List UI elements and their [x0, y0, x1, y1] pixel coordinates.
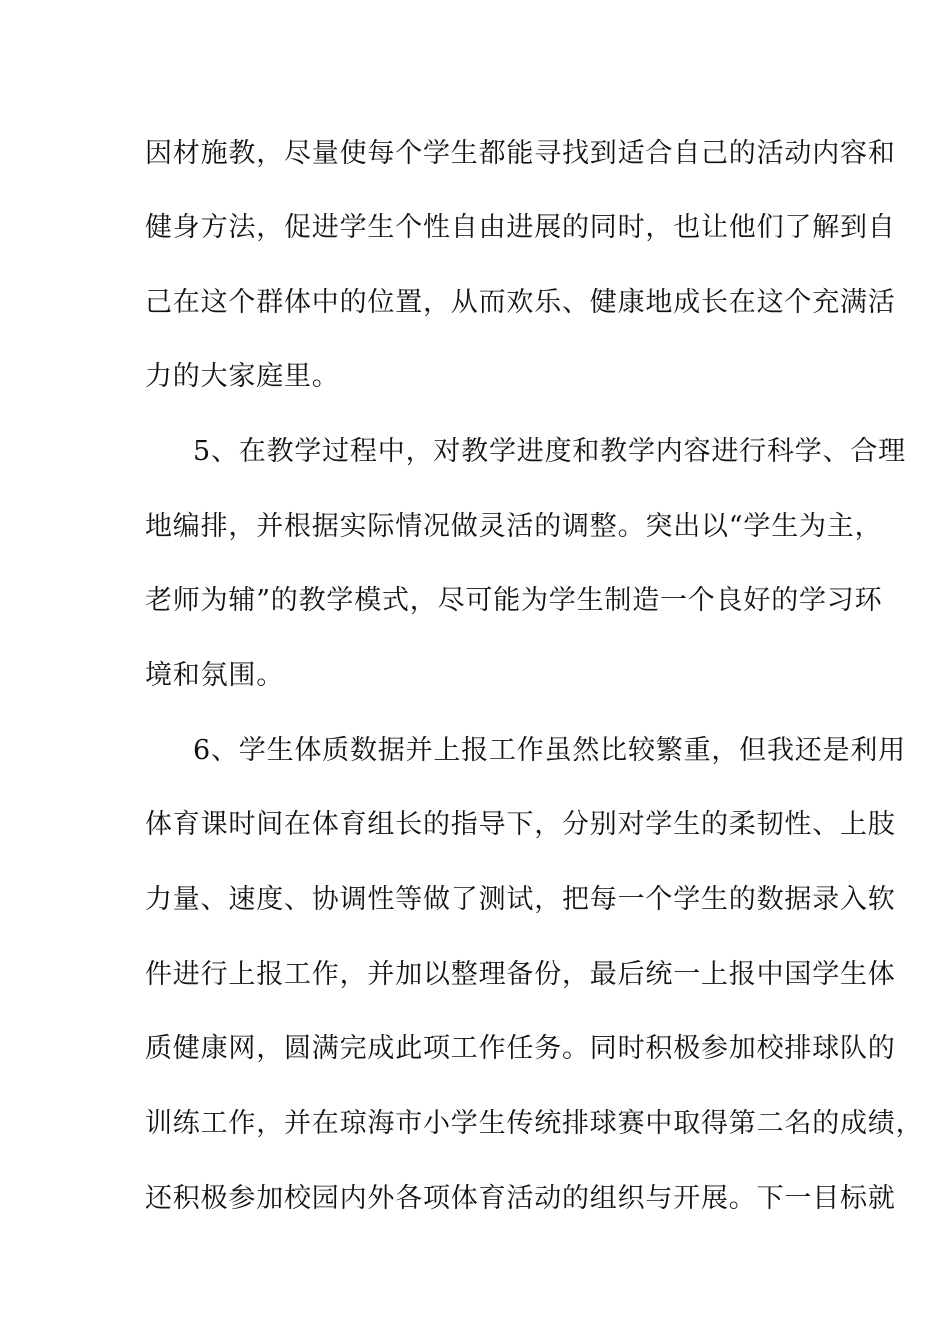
- paragraph-line: 因材施教，尽量使每个学生都能寻找到适合自己的活动内容和: [145, 138, 896, 169]
- paragraph-line: 5、在教学过程中，对教学进度和教学内容进行科学、合理: [193, 436, 906, 467]
- paragraph-line: 质健康网，圆满完成此项工作任务。同时积极参加校排球队的: [145, 1033, 896, 1064]
- paragraph-line: 力量、速度、协调性等做了测试，把每一个学生的数据录入软: [145, 884, 896, 915]
- paragraph-line: 境和氛围。: [145, 660, 284, 691]
- paragraph-line: 力的大家庭里。: [145, 361, 340, 392]
- paragraph-line: 6、学生体质数据并上报工作虽然比较繁重，但我还是利用: [193, 735, 906, 766]
- paragraph-line: 还积极参加校园内外各项体育活动的组织与开展。下一目标就: [145, 1183, 896, 1214]
- paragraph-line: 训练工作，并在琼海市小学生传统排球赛中取得第二名的成绩，: [145, 1108, 924, 1139]
- paragraph-line: 件进行上报工作，并加以整理备份，最后统一上报中国学生体: [145, 959, 896, 990]
- paragraph-line: 老师为辅”的教学模式，尽可能为学生制造一个良好的学习环: [145, 585, 883, 616]
- paragraph-line: 己在这个群体中的位置，从而欢乐、健康地成长在这个充满活: [145, 287, 896, 318]
- paragraph-line: 健身方法，促进学生个性自由进展的同时，也让他们了解到自: [145, 212, 896, 243]
- paragraph-line: 地编排，并根据实际情况做灵活的调整。突出以“学生为主，: [145, 511, 883, 542]
- paragraph-line: 体育课时间在体育组长的指导下，分别对学生的柔韧性、上肢: [145, 809, 896, 840]
